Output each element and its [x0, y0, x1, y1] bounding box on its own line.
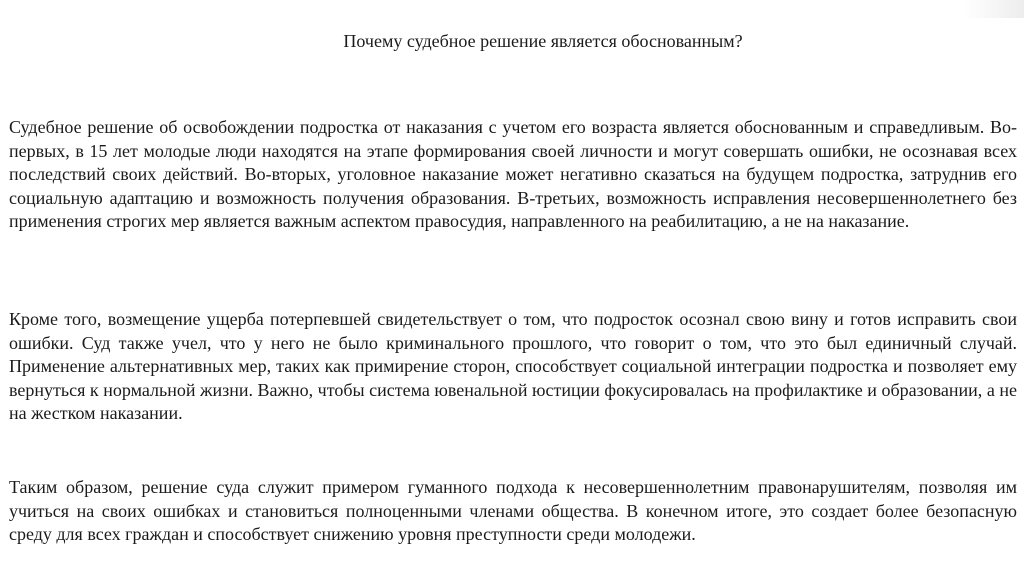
document-title: Почему судебное решение является обоснованным?	[343, 31, 743, 51]
paragraph-1: Судебное решение об освобождении подростка от наказания с учетом его возраста является обоснованным и справедливым. Во-первых, в 15 лет молодые люди находятся на этапе формирования своей личности и могут совершать ошибки, не осознавая всех последствий своих действий. Во-вторых, уголовное наказание может негативно сказаться на будущем подростка, затруднив его социальную адаптацию и возможность получения образования. В-третьих, возможность исправления несовершеннолетнего без применения строгих мер является важным аспектом правосудия, направленного на реабилитацию, а не на наказание.	[9, 117, 1017, 232]
corner-decoration	[964, 0, 1024, 18]
paragraph-3: Таким образом, решение суда служит примером гуманного подхода к несовершеннолетним правонарушителям, позволяя им учиться на своих ошибках и становиться полноценными членами общества. В конечном итоге, это создает более безопасную среду для всех граждан и способствует снижению уровня преступности среди молодежи.	[9, 477, 1017, 545]
paragraph-2: Кроме того, возмещение ущерба потерпевшей свидетельствует о том, что подросток осознал свою вину и готов исправить свои ошибки. Суд также учел, что у него не было криминального прошлого, что говорит о том, что это был единичный случай. Применение альтернативных мер, таких как примирение сторон, способствует социальной интеграции подростка и позволяет ему вернуться к нормальной жизни. Важно, чтобы система ювенальной юстиции фокусировалась на профилактике и образовании, а не на жестком наказании.	[9, 309, 1017, 424]
